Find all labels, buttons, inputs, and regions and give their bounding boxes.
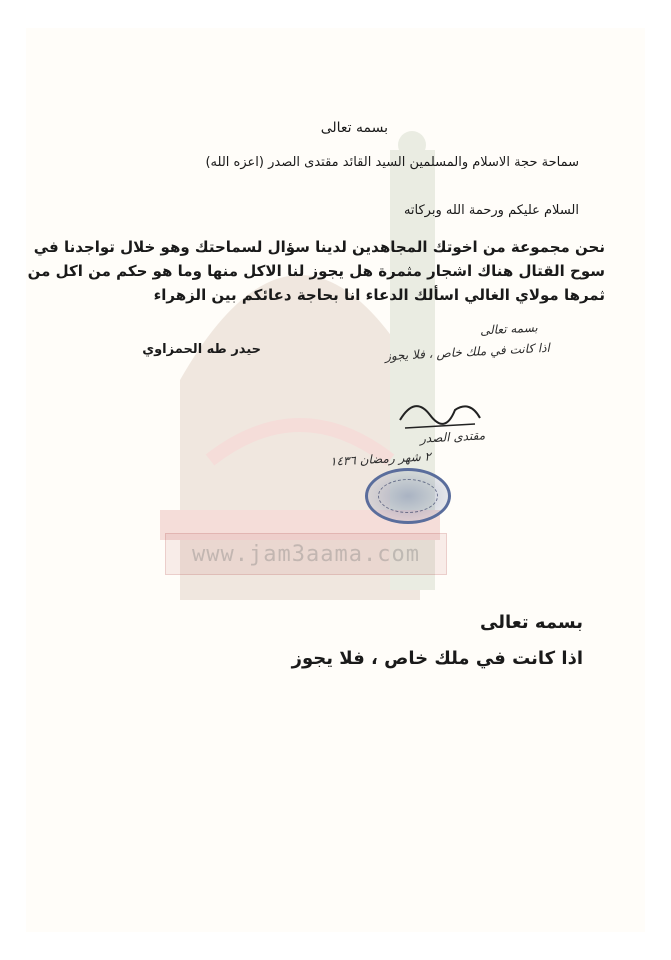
- handwritten-date: ٢ شهر رمضان ١٤٣٦: [329, 449, 432, 469]
- handwritten-basmala: بسمه تعالى: [479, 320, 539, 338]
- official-seal-stamp: [365, 468, 451, 524]
- letter-addressee: سماحة حجة الاسلام والمسلمين السيد القائد مقتدى الصدر (اعزه الله): [205, 155, 579, 170]
- watermark-site-text: www.jam3aama.com: [165, 533, 447, 575]
- typed-reply-title: بسمه تعالى: [480, 612, 583, 633]
- letter-body-line-1: نحن مجموعة من اخوتك المجاهدين لدينا سؤال لسماحتك وهو خلال تواجدنا في: [33, 238, 605, 256]
- letter-sender-name: حيدر طه الحمزاوي: [142, 342, 261, 357]
- letter-basmala: بسمه تعالى: [320, 120, 388, 136]
- handwritten-signature-name: مقتدى الصدر: [419, 428, 486, 446]
- letter-body-line-2: سوح القتال هناك اشجار مثمرة هل يجوز لنا الاكل منها وما هو حكم من اكل من: [27, 262, 605, 280]
- typed-reply-text: اذا كانت في ملك خاص ، فلا يجوز: [291, 648, 583, 669]
- handwritten-reply-text: اذا كانت في ملك خاص ، فلا يجوز: [384, 340, 551, 364]
- letter-body-line-3: ثمرها مولاي الغالي اسألك الدعاء انا بحاجة دعائكم بين الزهراء: [153, 286, 605, 304]
- letter-greeting: السلام عليكم ورحمة الله وبركاته: [403, 203, 579, 218]
